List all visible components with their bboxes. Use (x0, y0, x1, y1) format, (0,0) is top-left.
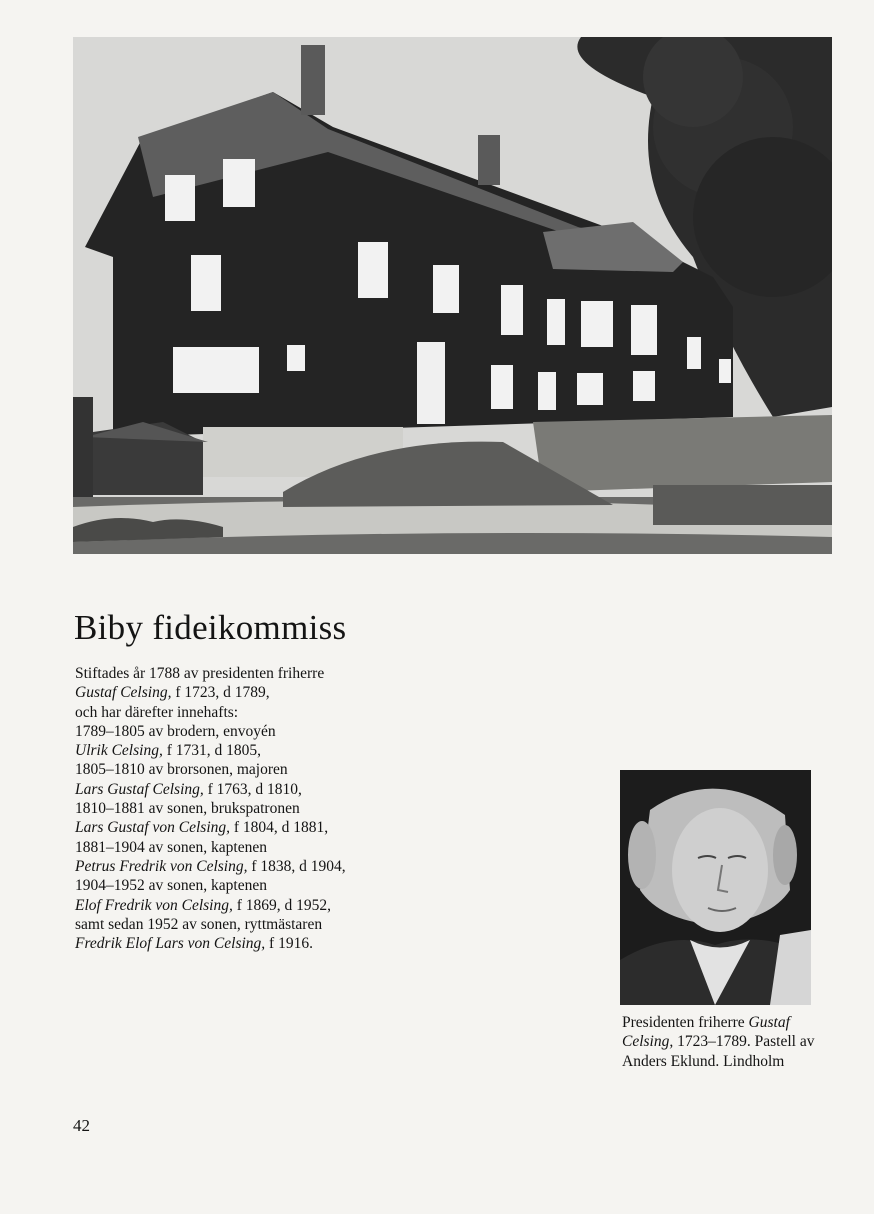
page-title: Biby fideikommiss (74, 608, 347, 647)
history-line (75, 722, 405, 741)
history-plain-text: 1881–1904 av sonen, kaptenen (75, 838, 267, 856)
caption-line (622, 1032, 862, 1051)
history-line (75, 915, 405, 934)
caption-line (622, 1013, 862, 1032)
history-plain-text: Stiftades år 1788 av presidenten friherre (75, 665, 325, 682)
history-line (75, 857, 405, 876)
history-after-text: f 1723, d 1789, (171, 684, 270, 702)
caption-italic-text: Celsing, (622, 1033, 674, 1051)
history-line (75, 664, 405, 683)
portrait-caption (622, 1013, 862, 1071)
history-italic-text: Ulrik Celsing, (75, 742, 163, 760)
history-after-text: f 1869, d 1952, (232, 896, 332, 914)
portrait-image (620, 770, 811, 1005)
caption-plain-text: Presidenten friherre (622, 1014, 749, 1031)
history-plain-text: 1789–1805 av brodern, envoyén (75, 722, 276, 740)
caption-italic-text: Gustaf (748, 1014, 790, 1031)
history-line (75, 934, 405, 953)
history-plain-text: samt sedan 1952 av sonen, ryttmästaren (75, 915, 323, 933)
history-line (75, 896, 405, 915)
history-plain-text: 1805–1810 av brorsonen, majoren (75, 761, 288, 779)
history-after-text: f 1804, d 1881, (230, 819, 329, 837)
caption-plain-text: Anders Eklund. Lindholm (622, 1052, 785, 1070)
history-italic-text: Lars Gustaf von Celsing, (75, 819, 231, 837)
history-line (75, 760, 405, 779)
history-italic-text: Lars Gustaf Celsing, (75, 780, 204, 798)
history-line (75, 683, 405, 702)
history-italic-text: Fredrik Elof Lars von Celsing, (75, 935, 266, 953)
page-number: 42 (73, 1116, 90, 1135)
ownership-history-text (75, 664, 405, 953)
history-line (75, 741, 405, 760)
history-line (75, 799, 405, 818)
history-plain-text: och har därefter innehafts: (75, 703, 239, 721)
history-plain-text: 1904–1952 av sonen, kaptenen (75, 877, 267, 895)
history-line (75, 780, 405, 799)
manor-house-photo (73, 37, 832, 554)
history-after-text: f 1731, d 1805, (162, 742, 262, 760)
caption-line (622, 1052, 862, 1071)
history-after-text: f 1838, d 1904, (247, 857, 346, 875)
history-line (75, 818, 405, 837)
history-after-text: f 1916. (265, 935, 313, 953)
history-line (75, 876, 405, 895)
history-italic-text: Elof Fredrik von Celsing, (75, 896, 233, 914)
history-line (75, 703, 405, 722)
history-italic-text: Gustaf Celsing, (75, 684, 172, 702)
history-line (75, 838, 405, 857)
history-plain-text: 1810–1881 av sonen, brukspatronen (75, 800, 300, 818)
history-after-text: f 1763, d 1810, (203, 780, 302, 798)
caption-after-text: 1723–1789. Pastell av (673, 1033, 815, 1051)
history-italic-text: Petrus Fredrik von Celsing, (75, 857, 248, 875)
